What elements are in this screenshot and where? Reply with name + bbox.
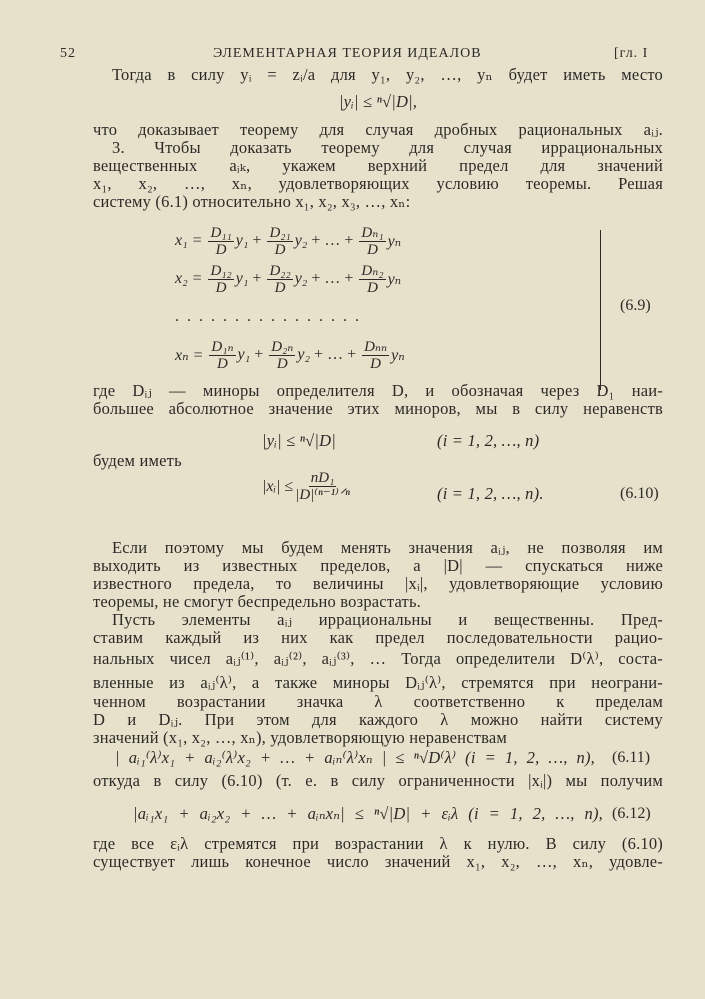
equation-lhs: x₁ = (175, 232, 203, 249)
numerator: Dₙₙ (364, 338, 388, 355)
text-line: откуда в силу (6.10) (т. е. в силу ограниченности |xᵢ|) мы получим (93, 771, 663, 790)
variable: yₙ (391, 347, 405, 364)
operator: + … + (311, 232, 354, 249)
chapter-label: [гл. I (614, 46, 649, 61)
denominator: D (215, 241, 227, 258)
text-line: вещественных aᵢₖ, укажем верхний предел для значений (93, 156, 663, 175)
numerator: D₂ₙ (271, 338, 294, 355)
denominator: D (274, 241, 286, 258)
numerator: Dₙ₁ (361, 224, 384, 241)
fraction (267, 225, 292, 258)
text-line: большее абсолютное значение этих миноров, мы в силу неравенств (93, 399, 663, 418)
equation-number: (6.11) (612, 749, 651, 766)
equation-system (175, 222, 595, 374)
variable: y₁ (235, 232, 249, 249)
text-line: Если поэтому мы будем менять значения aᵢⱼ, не позволяя им (112, 538, 663, 557)
denominator: D (367, 279, 378, 296)
text-line: Тогда в силу yᵢ = zᵢ/a для y₁, y₂, …, yₙ будет иметь место (112, 65, 663, 84)
formula: |yᵢ| ≤ ⁿ√|D|, (338, 92, 418, 111)
system-brace (600, 230, 603, 390)
fraction (208, 225, 233, 258)
numerator: nD₁ (310, 470, 335, 486)
text-line: ченном возрастании значка λ соответственно к пределам (93, 692, 663, 711)
text-line: теоремы, не смогут беспредельно возрастать. (93, 592, 421, 611)
numerator: D₂₁ (269, 224, 291, 241)
variable: y₂ (297, 346, 311, 363)
text-line: вленные из aᵢⱼ⁽λ⁾, а также миноры Dᵢⱼ⁽λ⁾, стремятся при неограни- (93, 673, 663, 692)
formula: | aᵢ₁⁽λ⁾x₁ + aᵢ₂⁽λ⁾x₂ + … + aᵢₙ⁽λ⁾xₙ | ≤ ⁿ√D⁽λ⁾ (i = 1, 2, …, n), (115, 748, 595, 767)
equation-row (175, 222, 595, 260)
equation-row (175, 298, 595, 336)
formula: |yᵢ| ≤ ⁿ√|D| (262, 431, 336, 450)
fraction (208, 263, 233, 296)
equation-number: (6.9) (620, 297, 651, 314)
denominator: |D|⁽ⁿ⁻¹⁾ᐟⁿ (295, 487, 350, 503)
text-line: где Dᵢⱼ — миноры определителя D, и обозначая через D₁ наи- (93, 381, 663, 400)
numerator: D₂₂ (269, 262, 291, 279)
formula-condition: (i = 1, 2, …, n) (437, 431, 540, 450)
denominator: D (274, 279, 286, 296)
equation-row (175, 336, 595, 374)
operator: + … + (314, 346, 357, 363)
denominator: D (370, 355, 382, 372)
numerator: D₁₂ (210, 262, 232, 279)
numerator: Dₙ₂ (361, 262, 384, 279)
ellipsis-row: . . . . . . . . . . . . . . . . (175, 308, 361, 325)
text-line: существует лишь конечное число значений x₁, x₂, …, xₙ, удовле- (93, 852, 663, 871)
text-line: 3. Чтобы доказать теорему для случая иррациональных (112, 138, 663, 157)
denominator: D (367, 241, 378, 258)
text-line: где все εᵢλ стремятся при возрастании λ к нулю. В силу (6.10) (93, 834, 663, 853)
page-number: 52 (60, 46, 76, 61)
text-line: ставим каждый из них как предел последовательности рацио- (93, 628, 663, 647)
fraction (362, 339, 389, 372)
operator: + … + (311, 270, 354, 287)
text-line: известного предела, то величины |xᵢ|, удовлетворяющие условию (93, 574, 663, 593)
variable: yₙ (387, 271, 402, 288)
text-line: Пусть элементы aᵢⱼ иррациональны и вещественны. Пред- (112, 610, 663, 629)
text-line: будем иметь (93, 451, 182, 470)
equation-row (175, 260, 595, 298)
equation-lhs: x₂ = (175, 270, 203, 287)
variable: y₂ (294, 270, 308, 287)
variable: y₂ (294, 232, 308, 249)
running-title: ЭЛЕМЕНТАРНАЯ ТЕОРИЯ ИДЕАЛОВ (213, 46, 482, 61)
variable: y₁ (235, 270, 249, 287)
fraction (359, 225, 385, 258)
denominator: D (215, 279, 227, 296)
equation-number: (6.12) (612, 805, 651, 822)
text-line: x₁, x₂, …, xₙ, удовлетворяющих условию теоремы. Решая (93, 174, 663, 193)
text-line: значений (x₁, x₂, …, xₙ), удовлетворяющую неравенствам (93, 728, 508, 747)
operator: + (254, 346, 264, 363)
denominator: D (276, 355, 288, 372)
text-line: выходить из известных пределов, а |D| — спускаться ниже (93, 556, 663, 575)
variable: y₁ (237, 346, 251, 363)
formula: |aᵢ₁x₁ + aᵢ₂x₂ + … + aᵢₙxₙ| ≤ ⁿ√|D| + εᵢλ (i = 1, 2, …, n), (133, 804, 603, 823)
text-line: нальных чисел aᵢⱼ⁽¹⁾, aᵢⱼ⁽²⁾, aᵢⱼ⁽³⁾, … Тогда определители D⁽λ⁾, соста- (93, 649, 663, 668)
formula-condition: (i = 1, 2, …, n). (437, 484, 544, 503)
numerator: D₁ₙ (211, 338, 234, 355)
fraction (267, 263, 292, 296)
fraction (269, 339, 295, 372)
equation-lhs: xₙ = (175, 347, 204, 364)
fraction (295, 470, 350, 503)
fraction (359, 263, 385, 296)
text-line: систему (6.1) относительно x₁, x₂, x₃, …, xₙ: (93, 192, 411, 211)
variable: yₙ (387, 233, 402, 250)
operator: + (252, 232, 262, 249)
text-line: что доказывает теорему для случая дробных рациональных aᵢⱼ. (93, 120, 663, 139)
denominator: D (217, 355, 228, 372)
formula: |xᵢ| ≤ (262, 477, 294, 495)
numerator: D₁₁ (210, 224, 232, 241)
operator: + (252, 270, 262, 287)
equation-number: (6.10) (620, 485, 659, 502)
fraction (209, 339, 235, 372)
text-line: D и Dᵢⱼ. При этом для каждого λ можно найти систему (93, 710, 663, 729)
